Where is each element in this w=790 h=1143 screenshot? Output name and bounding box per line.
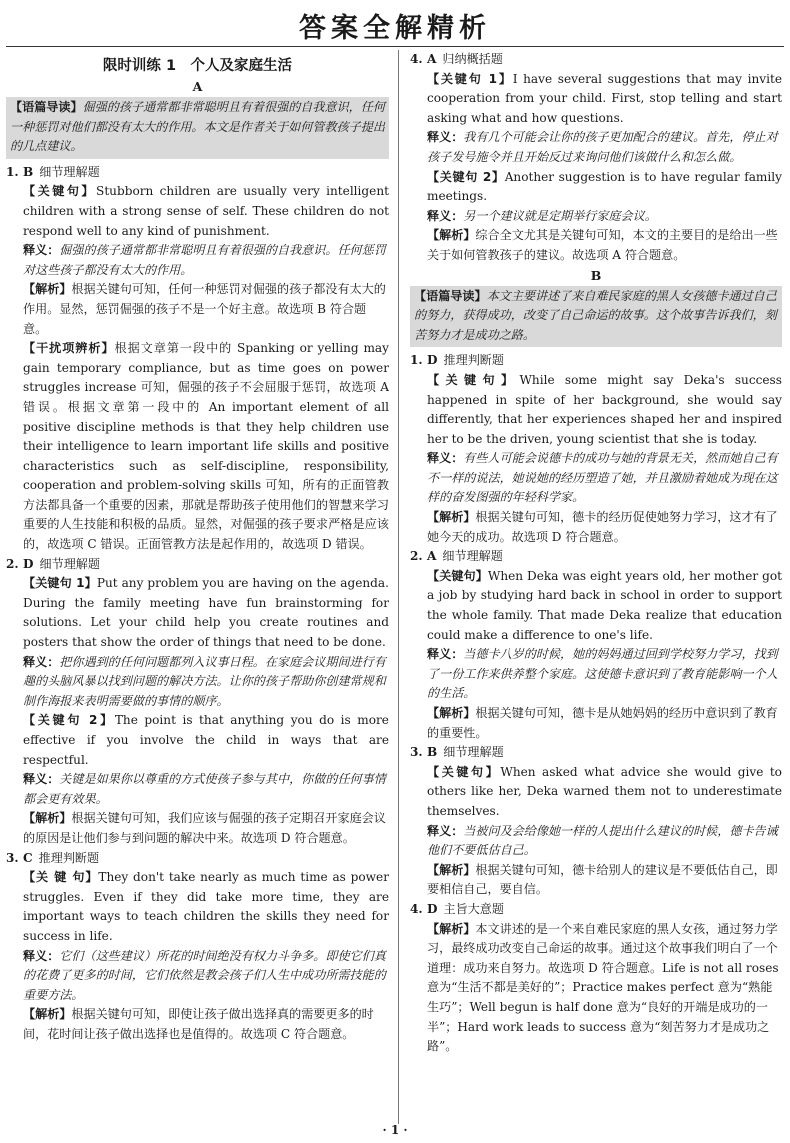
key-sentence-2 (6, 711, 389, 770)
translation-tag: 释义： (427, 451, 464, 466)
key-tag: 【 关键句 】 (427, 569, 488, 583)
key-sentence (410, 763, 782, 822)
q-number: 4. (410, 901, 423, 916)
translation (6, 241, 389, 280)
page-number: · 1 · (382, 1123, 408, 1137)
analysis-tag: 【 解析 】 (427, 510, 475, 524)
translation-tag: 释义： (23, 772, 60, 787)
translation-2 (410, 207, 782, 227)
q-answer: A (427, 549, 437, 564)
analysis (410, 861, 782, 900)
key-sentence (410, 567, 782, 645)
q-type: 归纳概括题 (442, 52, 503, 66)
key-sentence-2 (410, 168, 782, 207)
translation-tag: 释义： (23, 243, 60, 258)
q-type: 推理判断题 (443, 353, 504, 368)
distractor-text: 根据文章第一段中的 Spanking or yelling may gain temporary compliance, but as time goes on power struggles increase 可知，倔强的孩子不会屈服于惩罚，故选项 A 错误。根据文章第一段中的 An important element of all positive discipline methods is that they help children use their intelligence to learn important life skills and positive characteristics such as self-discipline, responsibility, cooperation and problem-solving skills 可知，所有的正面管教方法都具备一个重要的因素，那就是帮助孩子使用他们的智慧来学习重要的人生技能和积极的品质。显然，对倔强的孩子要求严格是应该的，故选项 C 错误。正面管教方法是起作用的，故选项 D 错误。 (23, 341, 389, 552)
q-answer: B (427, 745, 438, 760)
q-answer: B (23, 164, 34, 179)
analysis-tag: 【 解析 】 (427, 706, 475, 720)
reading-guide-a (6, 97, 389, 159)
analysis-tag: 【 解析 】 (23, 811, 71, 825)
analysis (6, 1005, 389, 1044)
analysis-text: 根据关键句可知，德卡是从她妈妈的经历中意识到了教育的重要性。 (427, 706, 778, 740)
translation-text: 我有几个可能会让你的孩子更加配合的建议。首先，停止对孩子发号施令并且开始反过来询问他们该做什么和怎么做。 (427, 130, 778, 164)
translation (410, 645, 782, 704)
key-text: When Deka was eight years old, her mother got a job by studying hard back in school in order to support the whole family. That made Deka realize that education could make a difference to one's life. (427, 568, 782, 642)
translation-text: 把你遇到的任何问题都列入议事日程。在家庭会议期间进行有趣的头脑风暴以找到问题的解决方法。让你的孩子帮助你创建常规和制作海报来表明需要做的事情的顺序。 (23, 654, 386, 708)
q-number: 3. (6, 850, 19, 865)
analysis-text: 综合全文尤其是关键句可知，本文的主要目的是给出一些关于如何管教孩子的建议。故选项 A 符合题意。 (427, 228, 778, 262)
key-tag: 【 关键句 2 】 (23, 713, 115, 727)
translation-text: 有些人可能会说德卡的成功与她的背景无关，然而她自己有不一样的说法，她说她的经历塑造了她，并且激励着她成为现在这样的奋发图强的年轻科学家。 (427, 451, 778, 505)
question-a1-header (6, 163, 389, 183)
translation-2 (6, 770, 389, 809)
left-column (6, 50, 389, 1045)
key-tag: 【 关键句 2 】 (427, 170, 505, 184)
q-answer: A (427, 52, 437, 66)
distractor-tag: 【 干扰项辨析 】 (23, 341, 115, 355)
key-tag: 【 关键句 1 】 (23, 576, 97, 590)
q-number: 2. (6, 556, 19, 571)
key-text: They don't take nearly as much time as power struggles. Even if they did take more time, they are important ways to teach children the skills they need for success in life. (23, 870, 389, 943)
q-answer: D (427, 901, 438, 916)
translation-text: 当德卡八岁的时候，她的妈妈通过回到学校努力学习，找到了一份工作来供养整个家庭。这使德卡意识到了教育能影响一个人的生活。 (427, 647, 778, 701)
translation (6, 947, 389, 1006)
q-type: 细节理解题 (442, 549, 503, 564)
q-number: 1. (6, 164, 19, 179)
translation (410, 822, 782, 861)
question-b1-header (410, 351, 782, 371)
q-number: 3. (410, 745, 423, 760)
analysis-text: 本文讲述的是一个来自难民家庭的黑人女孩，通过努力学习，最终成功改变自己命运的故事。通过这个故事我们明白了一个道理：成功来自努力。故选项 D 符合题意。Life is not all roses 意为“生活不都是美好的”；Practice makes perfect 意为“熟能生巧”；Well begun is half done 意为“良好的开端是成功的一半”；Hard work leads to success 意为“刻苦努力才是成功之路”。 (427, 921, 779, 1054)
key-text: Stubborn children are usually very intelligent children with a strong sense of self. These children do not respond well to any kind of punishment. (23, 184, 389, 238)
key-text: When asked what advice she would give to others like her, Deka warned them not to underestimate themselves. (427, 764, 782, 818)
key-text: Another suggestion is to have regular family meetings. (427, 169, 782, 204)
analysis (410, 920, 782, 1057)
translation-tag: 释义： (427, 647, 464, 662)
column-divider (398, 50, 399, 1124)
translation-tag: 释义： (23, 948, 60, 963)
translation-text: 另一个建议就是定期举行家庭会议。 (463, 208, 657, 223)
analysis-text: 根据关键句可知，德卡的经历促使她努力学习，这才有了她今天的成功。故选项 D 符合题意。 (427, 510, 778, 544)
translation-1 (410, 128, 782, 167)
key-sentence (6, 868, 389, 946)
guide-tag: 【 语篇导读 】 (414, 289, 487, 303)
key-text: Put any problem you are having on the agenda. During the family meeting have fun brainstorming for solutions. Let your child help you create routines and posters that show the order of things that need to be done. (23, 576, 389, 650)
reading-guide-b (410, 286, 782, 348)
translation-text: 它们（这些建议）所花的时间绝没有权力斗争多。即使它们真的花费了更多的时间，它们依然是教会孩子们人生中成功所需技能的重要方法。 (23, 948, 386, 1002)
title-rule (6, 46, 784, 47)
q-type: 细节理解题 (39, 556, 100, 571)
analysis-text: 根据关键句可知，任何一种惩罚对倔强的孩子都没有太大的作用。显然，惩罚倔强的孩子不是一个好主意。故选项 B 符合题意。 (23, 282, 386, 336)
guide-tag: 【 语篇导读 】 (10, 100, 83, 114)
question-a4-header (410, 50, 782, 70)
key-tag: 【 关键句 】 (427, 765, 500, 779)
analysis-text: 根据关键句可知，即使让孩子做出选择真的需要更多的时间，花时间让孩子做出选择也是值得的。故选项 C 符合题意。 (23, 1007, 374, 1041)
key-sentence (410, 371, 782, 449)
analysis-tag: 【 解析 】 (23, 282, 71, 296)
key-sentence-1 (410, 70, 782, 129)
q-type: 主旨大意题 (443, 901, 504, 916)
translation-tag: 释义： (427, 208, 464, 223)
key-text: While some might say Deka's success happened in spite of her background, she would say differently, that her experiences shaped her and inspired her to be the driven, young scientist that she is today. (427, 372, 782, 446)
analysis-text: 根据关键句可知，德卡给别人的建议是不要低估自己，即要相信自己，要自信。 (427, 862, 778, 897)
q-type: 细节理解题 (39, 164, 100, 179)
analysis (410, 226, 782, 265)
translation (410, 449, 782, 508)
q-answer: C (23, 850, 33, 865)
page-title: 答案全解精析 (299, 13, 491, 44)
translation-tag: 释义： (427, 130, 464, 145)
analysis-tag: 【 解析 】 (427, 228, 475, 242)
q-number: 4. (410, 52, 423, 66)
question-a3-header (6, 849, 389, 869)
analysis-tag: 【 解析 】 (427, 922, 475, 936)
question-b3-header (410, 743, 782, 763)
question-b2-header (410, 547, 782, 567)
q-answer: D (23, 556, 34, 571)
question-a2-header (6, 555, 389, 575)
key-text: I have several suggestions that may invite cooperation from your child. First, stop telling and start asking what and how questions. (427, 71, 782, 125)
translation-tag: 释义： (23, 654, 60, 669)
translation-text: 当被问及会给像她一样的人提出什么建议的时候，德卡告诫他们不要低估自己。 (427, 823, 778, 858)
analysis (410, 508, 782, 547)
q-answer: D (427, 353, 438, 368)
analysis-tag: 【 解析 】 (427, 863, 475, 877)
q-number: 1. (410, 353, 423, 368)
translation-1 (6, 653, 389, 712)
part-b-heading: B (590, 267, 602, 283)
key-sentence (6, 182, 389, 241)
key-tag: 【 关 键 句 】 (23, 870, 98, 884)
key-tag: 【 关键句 】 (427, 373, 520, 387)
analysis (6, 809, 389, 848)
guide-text: 本文主要讲述了来自难民家庭的黑人女孩德卡通过自己的努力，获得成功，改变了自己命运的故事。这个故事告诉我们，刻苦努力才是成功之路。 (414, 288, 777, 342)
translation-text: 关键是如果你以尊重的方式使孩子参与其中，你做的任何事情都会更有效果。 (23, 772, 386, 806)
part-a-heading: A (192, 79, 203, 94)
analysis-tag: 【 解析 】 (23, 1007, 71, 1021)
analysis (6, 280, 389, 339)
analysis-text: 根据关键句可知，我们应该与倔强的孩子定期召开家庭会议的原因是让他们参与到问题的解决中来。故选项 D 符合题意。 (23, 811, 386, 845)
section-title: 限时训练 1 个人及家庭生活 (102, 58, 293, 74)
translation-text: 倔强的孩子通常都非常聪明且有着很强的自我意识。任何惩罚对这些孩子都没有太大的作用。 (23, 243, 386, 277)
q-type: 细节理解题 (443, 745, 504, 760)
key-text: The point is that anything you do is more effective if you involve the child in ways that are respectful. (23, 713, 389, 767)
q-type: 推理判断题 (38, 850, 100, 865)
distractor-analysis (6, 339, 389, 555)
translation-tag: 释义： (427, 823, 464, 838)
right-column (410, 50, 782, 1057)
guide-text: 倔强的孩子通常都非常聪明且有着很强的自我意识，任何一种惩罚对他们都没有太大的作用。本文是作者关于如何管教孩子提出的几点建议。 (10, 100, 385, 154)
question-b4-header (410, 900, 782, 920)
key-sentence-1 (6, 574, 389, 652)
key-tag: 【 关键句 】 (23, 184, 96, 198)
analysis (410, 704, 782, 743)
key-tag: 【 关键句 1 】 (427, 72, 513, 86)
q-number: 2. (410, 549, 423, 564)
